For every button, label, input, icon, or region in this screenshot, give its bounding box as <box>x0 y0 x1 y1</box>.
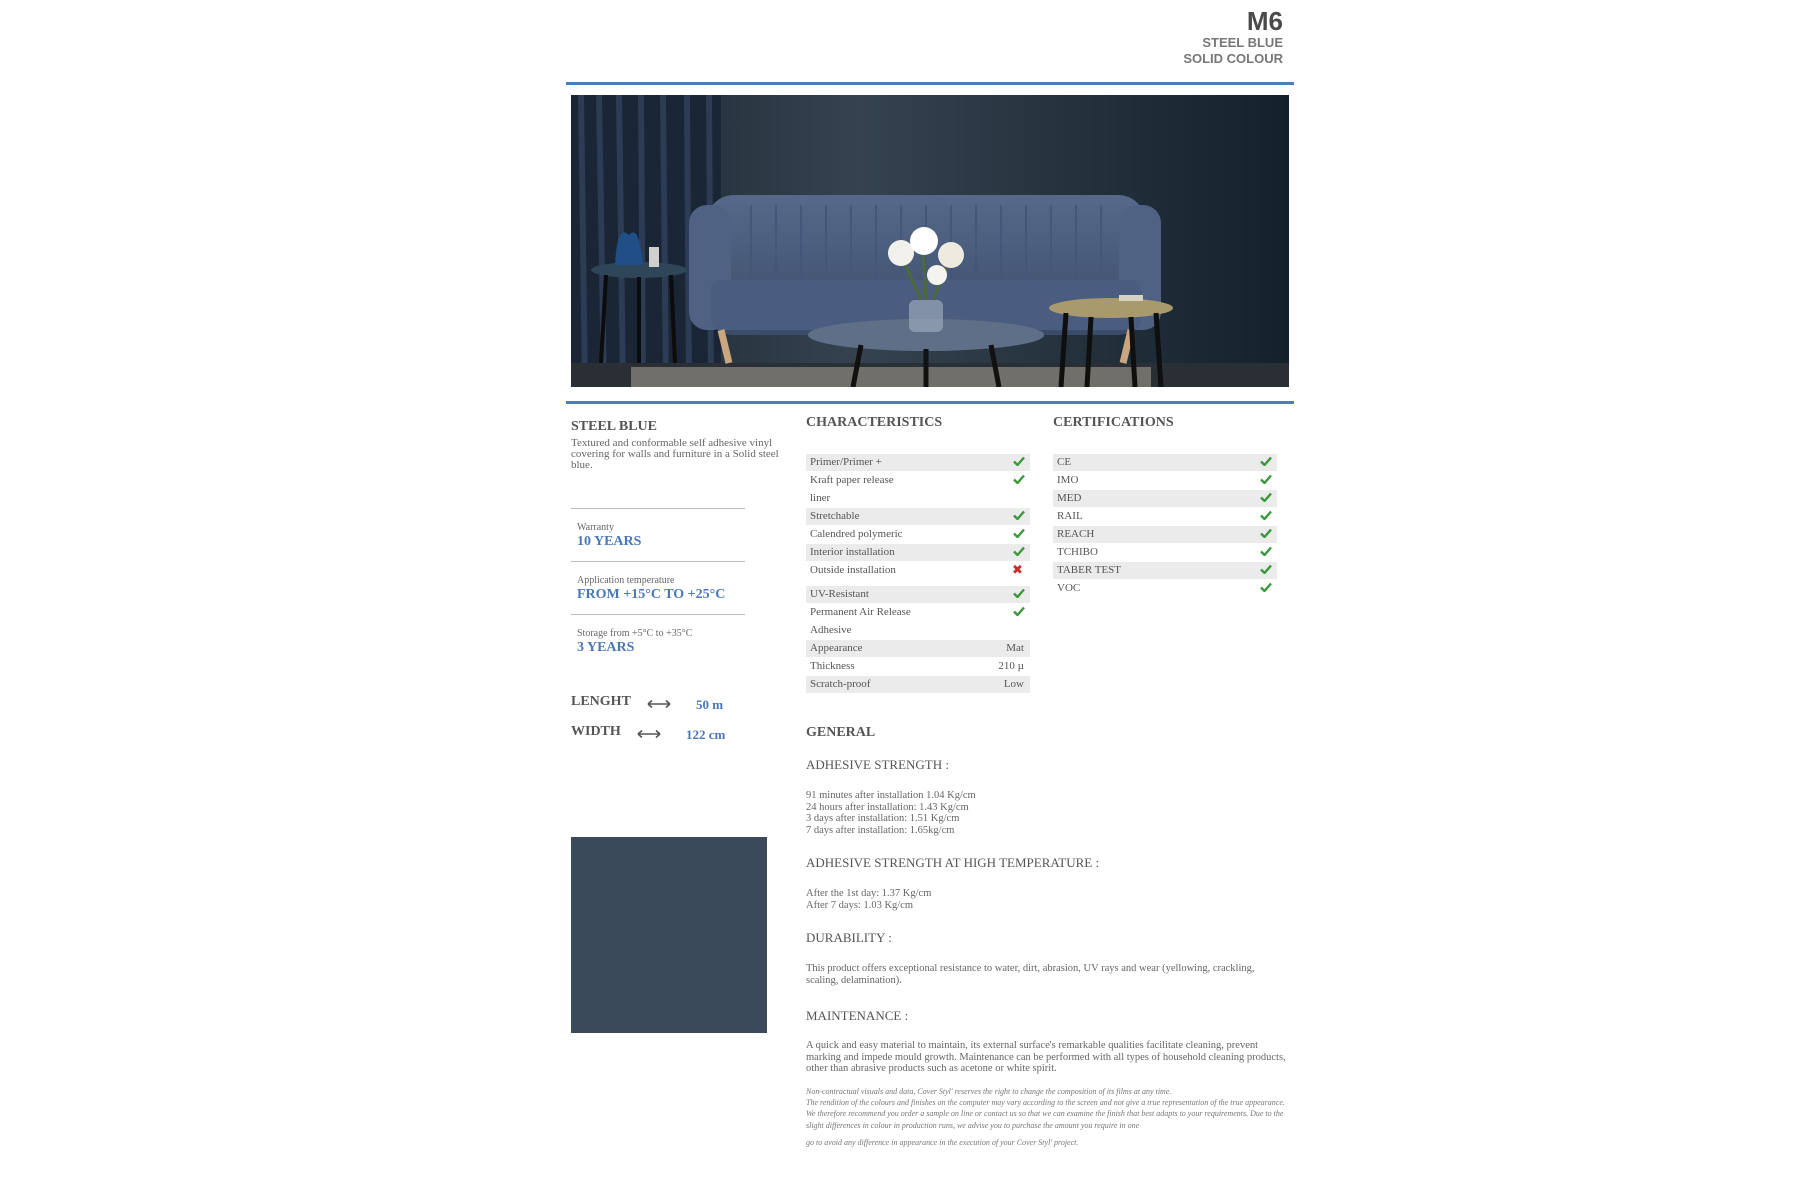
storage-value: 3 YEARS <box>577 640 635 655</box>
row-label: REACH <box>1057 528 1095 540</box>
row-label: CE <box>1057 456 1072 468</box>
certifications-title: CERTIFICATIONS <box>1053 415 1174 430</box>
table-row <box>806 490 1030 507</box>
product-code: M6 <box>1246 6 1283 36</box>
row-value: Mat <box>1006 642 1024 654</box>
table-row <box>806 544 1030 561</box>
application-temperature-value: FROM +15°C TO +25°C <box>577 587 726 602</box>
table-row <box>1053 562 1277 579</box>
disclaimer-line: Non-contractual visuals and data, Cover Styl' reserves the right to change the composition of its films at any time. <box>806 1087 1172 1096</box>
row-label: Adhesive <box>810 624 852 636</box>
high-temperature-line: After 7 days: 1.03 Kg/cm <box>806 899 914 911</box>
row-label: Stretchable <box>810 510 860 522</box>
product-color-name: STEEL BLUE <box>1202 35 1283 50</box>
product-description: Textured and conformable self adhesive vinyl covering for walls and furniture in a Solid steel blue. <box>571 437 779 471</box>
info-divider <box>571 561 745 562</box>
high-temperature-title: ADHESIVE STRENGTH AT HIGH TEMPERATURE : <box>806 855 1100 870</box>
table-row <box>806 640 1030 657</box>
row-label: Thickness <box>810 660 855 672</box>
adhesive-strength-title: ADHESIVE STRENGTH : <box>806 757 949 772</box>
product-type: SOLID COLOUR <box>1183 51 1283 66</box>
maintenance-text: A quick and easy material to maintain, its external surface's remarkable qualities facilitate cleaning, prevent marking and impede mould growth. Maintenance can be performed with all types of household cleaning products, other than abrasive products such as acetone or white spirit. <box>806 1040 1286 1074</box>
info-divider <box>571 614 745 615</box>
check-icon <box>1260 582 1272 592</box>
length-label: LENGHT <box>571 694 631 709</box>
table-row <box>1053 526 1277 543</box>
check-icon <box>1013 510 1025 520</box>
check-icon <box>1260 492 1272 502</box>
row-label: Appearance <box>810 642 863 654</box>
check-icon <box>1013 546 1025 556</box>
warranty-value: 10 YEARS <box>577 534 642 549</box>
warranty-label: Warranty <box>577 522 614 533</box>
check-icon <box>1260 456 1272 466</box>
hero-room-image <box>571 95 1289 387</box>
table-row <box>806 622 1030 639</box>
table-row <box>1053 508 1277 525</box>
storage-label: Storage from +5°C to +35°C <box>577 628 693 639</box>
disclaimer-line: The rendition of the colours and finishes on the computer may vary according to the screen and not give a true representation of the true appearance. We therefore recommend you order a sample on line or contact us so that we can examine the finish that best adapts to your requirements. Due to the slight differences in colour in production runs, we advise you to purchase the amount you require in one <box>806 1098 1285 1130</box>
table-row <box>806 676 1030 693</box>
table-row <box>806 526 1030 543</box>
check-icon <box>1260 564 1272 574</box>
general-title: GENERAL <box>806 725 876 740</box>
row-label: Calendred polymeric <box>810 528 903 540</box>
check-icon <box>1013 606 1025 616</box>
high-temperature-text <box>806 888 1306 911</box>
table-row <box>1053 472 1277 489</box>
table-row <box>806 472 1030 489</box>
room-illustration <box>571 95 1289 387</box>
check-icon <box>1260 528 1272 538</box>
durability-text: This product offers exceptional resistance to water, dirt, abrasion, UV rays and wear (yellowing, crackling, scaling, delamination). <box>806 963 1255 986</box>
characteristics-title: CHARACTERISTICS <box>806 415 943 430</box>
row-label: IMO <box>1057 474 1079 486</box>
check-icon <box>1013 456 1025 466</box>
table-row <box>806 604 1030 621</box>
color-swatch <box>571 837 767 1033</box>
adhesive-strength-text <box>806 790 1306 836</box>
table-row <box>806 508 1030 525</box>
width-value: 122 cm <box>686 727 726 742</box>
row-label: Interior installation <box>810 546 895 558</box>
application-temperature-label: Application temperature <box>577 575 675 586</box>
row-label: RAIL <box>1057 510 1083 522</box>
durability-title: DURABILITY : <box>806 930 892 945</box>
row-value: 210 µ <box>998 660 1024 672</box>
table-row <box>1053 454 1277 471</box>
cross-icon: ✖ <box>1012 563 1023 578</box>
adhesive-line: 7 days after installation: 1.65kg/cm <box>806 824 955 836</box>
check-icon <box>1260 546 1272 556</box>
info-divider <box>571 508 745 509</box>
row-label: TABER TEST <box>1057 564 1122 576</box>
row-label: liner <box>810 492 831 504</box>
header-divider <box>566 82 1294 85</box>
high-temperature-line: After the 1st day: 1.37 Kg/cm <box>806 888 932 899</box>
table-row <box>806 562 1030 579</box>
row-label: MED <box>1057 492 1082 504</box>
row-label: TCHIBO <box>1057 546 1098 558</box>
adhesive-line: 91 minutes after installation 1.04 Kg/cm <box>806 790 976 801</box>
length-value: 50 m <box>696 697 724 712</box>
adhesive-line: 24 hours after installation: 1.43 Kg/cm <box>806 801 969 813</box>
width-label: WIDTH <box>571 724 621 739</box>
row-label: Permanent Air Release <box>810 606 911 618</box>
check-icon <box>1013 588 1025 598</box>
double-arrow-icon <box>647 699 671 709</box>
table-row <box>806 658 1030 675</box>
table-row <box>1053 490 1277 507</box>
table-row <box>806 454 1030 471</box>
row-label: Kraft paper release <box>810 474 894 486</box>
adhesive-line: 3 days after installation: 1.51 Kg/cm <box>806 813 960 824</box>
table-row <box>1053 544 1277 561</box>
table-row <box>806 586 1030 603</box>
check-icon <box>1013 528 1025 538</box>
row-value: Low <box>1003 678 1024 690</box>
double-arrow-icon <box>637 729 661 739</box>
row-label: Scratch-proof <box>810 678 871 690</box>
check-icon <box>1260 510 1272 520</box>
row-label: VOC <box>1057 582 1081 594</box>
check-icon <box>1260 474 1272 484</box>
product-name: STEEL BLUE <box>571 419 657 434</box>
row-label: Primer/Primer + <box>810 456 882 468</box>
row-label: UV-Resistant <box>810 588 869 600</box>
maintenance-title: MAINTENANCE : <box>806 1008 909 1023</box>
row-label: Outside installation <box>810 564 896 576</box>
disclaimer-line: go to avoid any difference in appearance in the execution of your Cover Styl' project. <box>806 1137 1079 1147</box>
check-icon <box>1013 474 1025 484</box>
table-row <box>1053 580 1277 597</box>
section-divider <box>566 401 1294 404</box>
disclaimer <box>806 1086 1294 1148</box>
